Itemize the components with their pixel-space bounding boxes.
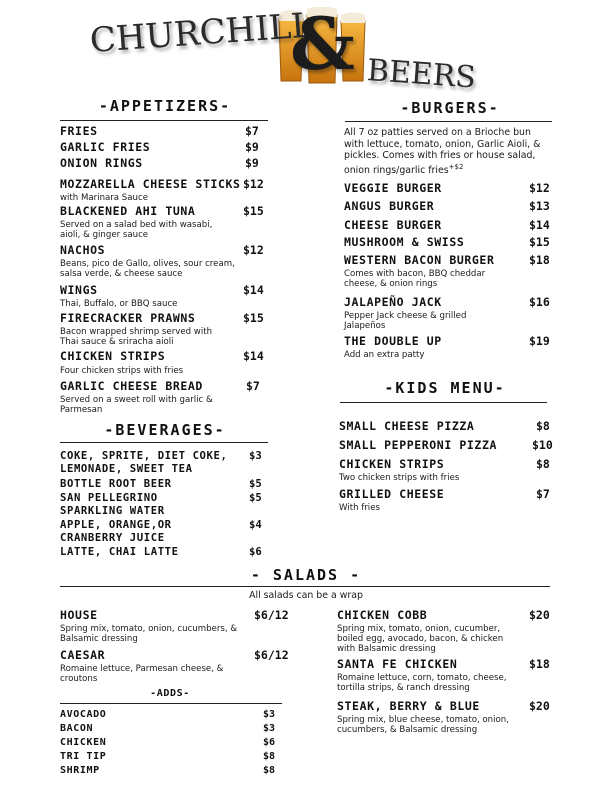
menu-item-description: Beans, pico de Gallo, olives, sour cream, salsa verde, & cheese sauce — [60, 259, 235, 280]
menu-item-price: $7 — [536, 487, 550, 501]
kids-menu-rule — [340, 402, 547, 403]
add-on-name: CHICKEN — [60, 737, 107, 748]
menu-item-name: STEAK, BERRY & BLUE — [337, 699, 480, 713]
menu-item-price: $19 — [529, 334, 550, 348]
menu-item-description: Spring mix, tomato, onion, cucumbers, & Balsamic dressing — [60, 624, 238, 645]
menu-item-name: SMALL PEPPERONI PIZZA — [339, 438, 497, 452]
menu-item-description: Served on a salad bed with wasabi, aioli, & ginger sauce — [60, 220, 213, 241]
menu-item-name: MUSHROOM & SWISS — [344, 235, 465, 249]
menu-item-price: $15 — [529, 235, 550, 249]
menu-item-price: $12 — [243, 243, 264, 257]
menu-item-price: $20 — [529, 699, 550, 713]
menu-item-description: Bacon wrapped shrimp served with Thai sauce & sriracha aioli — [60, 327, 213, 348]
menu-item-price: $12 — [243, 177, 264, 191]
menu-item-name: CHICKEN COBB — [337, 608, 428, 622]
burgers-intro-extra: +$2 — [448, 162, 464, 171]
menu-item-name: COKE, SPRITE, DIET COKE, LEMONADE, SWEET TEA — [60, 450, 228, 475]
menu-item-name: HOUSE — [60, 608, 98, 622]
menu-item-price: $10 — [532, 438, 553, 452]
menu-item-name: CHICKEN STRIPS — [60, 349, 166, 363]
menu-item-name: APPLE, ORANGE,OR CRANBERRY JUICE — [60, 519, 172, 544]
menu-item-price: $7 — [246, 379, 260, 393]
menu-item-name: GARLIC FRIES — [60, 140, 151, 154]
menu-item-description: Two chicken strips with fries — [339, 473, 460, 483]
appetizers-title: -APPETIZERS- — [98, 97, 232, 115]
adds-rule — [60, 703, 282, 704]
burgers-rule — [345, 121, 552, 122]
appetizers-rule — [60, 120, 268, 121]
add-on-name: SHRIMP — [60, 765, 100, 776]
menu-item-name: VEGGIE BURGER — [344, 181, 442, 195]
menu-item-description: Spring mix, blue cheese, tomato, onion, cucumbers, & Balsamic dressing — [337, 715, 509, 736]
menu-item-name: GARLIC CHEESE BREAD — [60, 379, 203, 393]
menu-item-description: Spring mix, tomato, onion, cucumber, boiled egg, avocado, bacon, & chicken with Balsamic dressing — [337, 624, 504, 655]
menu-item-price: $20 — [529, 608, 550, 622]
logo-ampersand: & — [290, 1, 356, 86]
menu-item-price: $8 — [536, 457, 550, 471]
salads-title: - SALADS - — [250, 566, 362, 584]
menu-item-name: NACHOS — [60, 243, 106, 257]
menu-item-price: $5 — [249, 492, 262, 504]
menu-item-price: $12 — [529, 181, 550, 195]
menu-item-description: Add an extra patty — [344, 350, 425, 360]
menu-item-description: Thai, Buffalo, or BBQ sauce — [60, 299, 178, 309]
menu-item-price: $5 — [249, 478, 262, 490]
beverages-rule — [60, 442, 268, 443]
menu-item-description: With fries — [339, 503, 380, 513]
add-on-name: BACON — [60, 723, 94, 734]
menu-item-price: $15 — [243, 311, 264, 325]
menu-item-description: Romaine lettuce, corn, tomato, cheese, tortilla strips, & ranch dressing — [337, 673, 507, 694]
menu-item-description: with Marinara Sauce — [60, 193, 148, 203]
menu-item-name: FRIES — [60, 124, 98, 138]
menu-item-name: CHEESE BURGER — [344, 218, 442, 232]
menu-item-name: SANTA FE CHICKEN — [337, 657, 458, 671]
logo-word-beers: BEERS — [365, 53, 477, 96]
add-on-price: $6 — [263, 737, 276, 748]
add-on-price: $8 — [263, 765, 276, 776]
menu-item-name: SAN PELLEGRINO SPARKLING WATER — [60, 492, 165, 517]
adds-title: -ADDS- — [150, 688, 190, 699]
menu-item-name: JALAPEÑO JACK — [344, 295, 442, 309]
menu-item-name: MOZZARELLA CHEESE STICKS — [60, 177, 241, 191]
menu-item-price: $16 — [529, 295, 550, 309]
menu-item-name: FIRECRACKER PRAWNS — [60, 311, 196, 325]
menu-item-price: $6/12 — [254, 648, 289, 662]
menu-item-price: $9 — [245, 140, 259, 154]
beverages-title: -BEVERAGES- — [104, 421, 226, 439]
menu-item-price: $15 — [243, 204, 264, 218]
burgers-intro-text: All 7 oz patties served on a Brioche bun with lettuce, tomato, onion, Garlic Aioli, & pickles. Comes with fries or house salad, onion rings/garlic fries — [344, 127, 541, 176]
salads-rule — [60, 586, 550, 587]
burgers-title: -BURGERS- — [400, 99, 500, 117]
menu-item-price: $8 — [536, 419, 550, 433]
add-on-name: AVOCADO — [60, 709, 107, 720]
add-on-price: $3 — [263, 709, 276, 720]
add-on-name: TRI TIP — [60, 751, 107, 762]
menu-item-name: THE DOUBLE UP — [344, 334, 442, 348]
menu-item-description: Pepper Jack cheese & grilled Jalapeños — [344, 311, 467, 332]
menu-item-name: WESTERN BACON BURGER — [344, 253, 495, 267]
logo-word-churchill: CHURCHILL — [88, 5, 316, 61]
menu-item-name: CAESAR — [60, 648, 106, 662]
menu-item-price: $7 — [245, 124, 259, 138]
menu-item-name: WINGS — [60, 283, 98, 297]
kids-menu-title: -KIDS MENU- — [384, 379, 506, 397]
menu-item-name: ONION RINGS — [60, 156, 143, 170]
menu-item-name: BLACKENED AHI TUNA — [60, 204, 196, 218]
menu-item-name: CHICKEN STRIPS — [339, 457, 445, 471]
menu-item-name: BOTTLE ROOT BEER — [60, 478, 172, 490]
menu-item-price: $18 — [529, 253, 550, 267]
logo — [85, 1, 485, 96]
menu-item-price: $6/12 — [254, 608, 289, 622]
menu-item-price: $14 — [243, 283, 264, 297]
menu-item-name: ANGUS BURGER — [344, 199, 435, 213]
menu-item-price: $6 — [249, 546, 262, 558]
menu-item-name: GRILLED CHEESE — [339, 487, 445, 501]
menu-item-price: $14 — [243, 349, 264, 363]
menu-item-description: Four chicken strips with fries — [60, 366, 184, 376]
menu-item-description: Served on a sweet roll with garlic & Parmesan — [60, 395, 213, 416]
menu-item-name: LATTE, CHAI LATTE — [60, 546, 179, 558]
menu-item-price: $13 — [529, 199, 550, 213]
menu-item-name: SMALL CHEESE PIZZA — [339, 419, 475, 433]
menu-item-price: $4 — [249, 519, 262, 531]
menu-item-price: $18 — [529, 657, 550, 671]
menu-item-price: $9 — [245, 156, 259, 170]
salads-subtitle: All salads can be a wrap — [249, 590, 363, 601]
menu-item-description: Romaine lettuce, Parmesan cheese, & croutons — [60, 664, 224, 685]
menu-item-price: $3 — [249, 450, 262, 462]
menu-item-price: $14 — [529, 218, 550, 232]
add-on-price: $3 — [263, 723, 276, 734]
menu-item-description: Comes with bacon, BBQ cheddar cheese, & onion rings — [344, 269, 486, 290]
add-on-price: $8 — [263, 751, 276, 762]
burgers-intro — [344, 127, 552, 176]
